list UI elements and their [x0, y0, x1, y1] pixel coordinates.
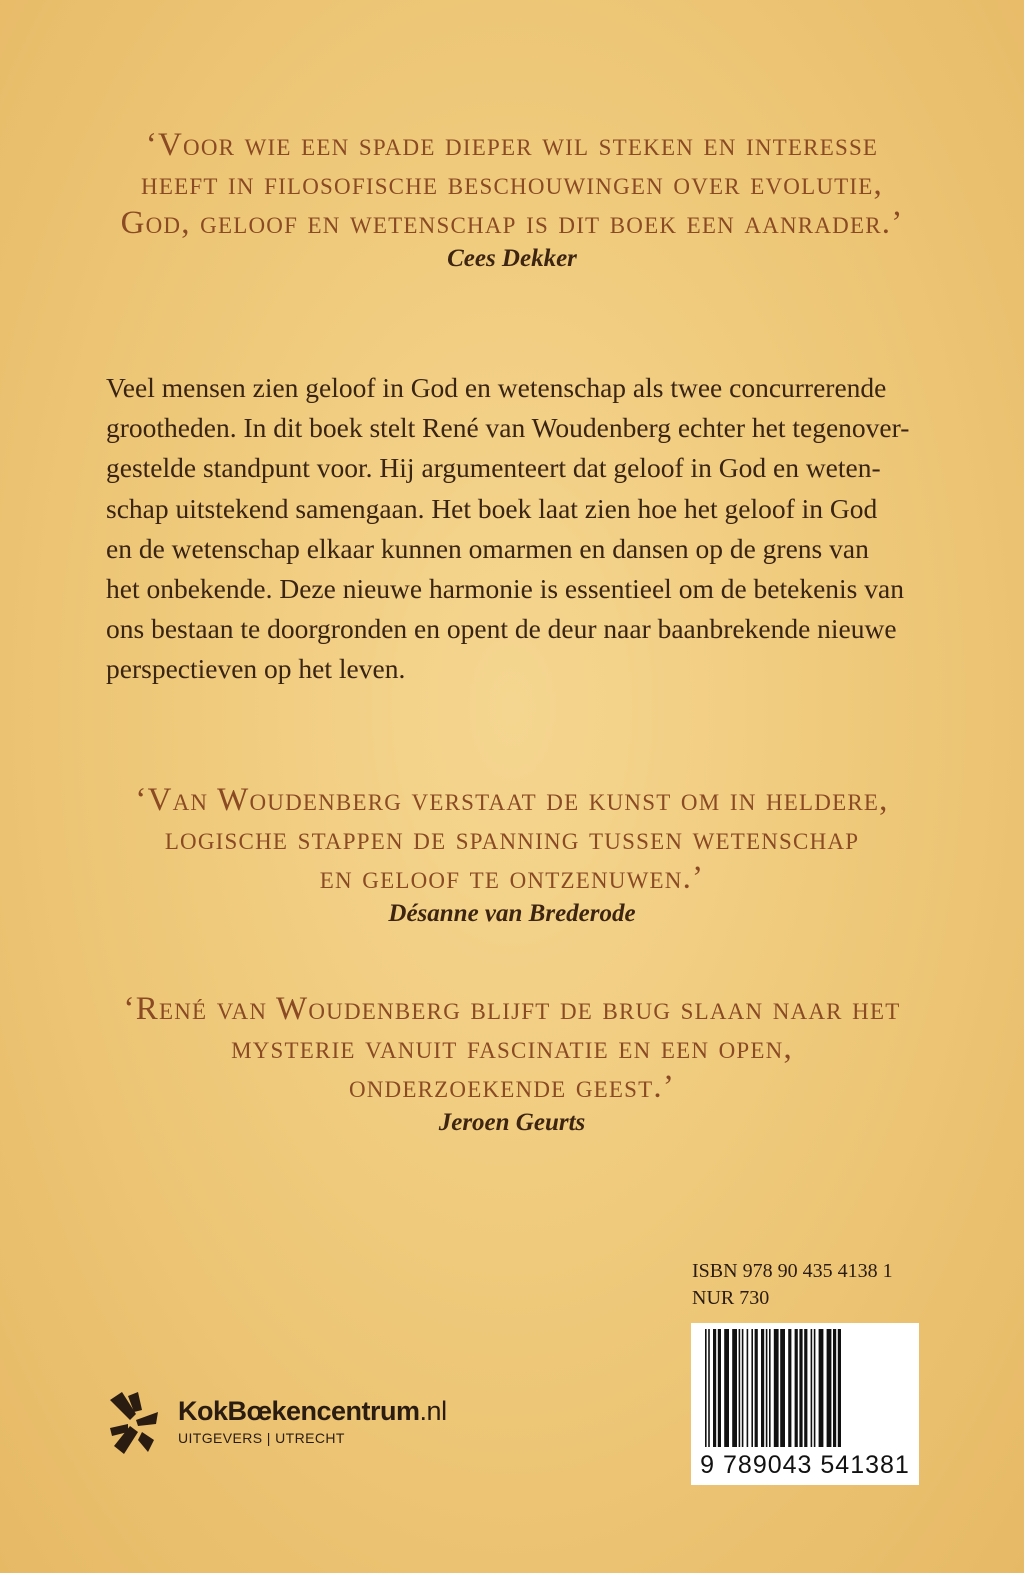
barcode-bar [718, 1329, 721, 1447]
barcode-bar [708, 1329, 710, 1447]
publisher-tagline: UITGEVERS | UTRECHT [178, 1430, 345, 1446]
barcode-bar [804, 1329, 807, 1447]
quote-cees-dekker [0, 126, 1024, 275]
nur-code: NUR 730 [692, 1287, 770, 1309]
quote-line: en geloof te ontzenuwen.’ [319, 860, 705, 896]
barcode-bar [747, 1329, 749, 1447]
barcode-digits: 9 789043 541381 [700, 1451, 910, 1479]
quote-author: Cees Dekker [447, 245, 577, 272]
quote-line: ‘Van Woudenberg verstaat de kunst om in heldere, [135, 782, 889, 818]
barcode-bar [766, 1329, 768, 1447]
barcode-bar [755, 1329, 758, 1447]
quote-line: ‘Voor wie een spade dieper wil steken en interesse [145, 127, 879, 163]
quote-author: Jeroen Geurts [438, 1109, 586, 1136]
barcode-bar [814, 1329, 816, 1447]
book-description: Veel mensen zien geloof in God en wetenschap als twee concurrerende grootheden. In dit boek stelt René van Woudenberg echter het tegenover- gestelde standpunt voor. Hij argumenteert dat geloof in God en weten- schap uitstekend samengaan. Het boek laat zien hoe het geloof in God en de wetenschap elkaar kunnen omarmen en dansen op de grens van het onbekende. Deze nieuwe harmonie is essentieel om de betekenis van ons bestaan te doorgronden en opent de deur naar baanbrekende nieuwe perspectieven op het leven. [106, 372, 910, 685]
quote-line: onderzoekende geest.’ [348, 1069, 676, 1105]
quote-line: logische stappen de spanning tussen wetenschap [164, 821, 860, 857]
barcode-bar [732, 1329, 737, 1447]
barcode-bar [705, 1329, 707, 1447]
barcode-bar [811, 1329, 813, 1447]
barcode-bar [788, 1329, 791, 1447]
barcode-bar [795, 1329, 798, 1447]
barcode-bars [691, 1323, 919, 1453]
quote-desanne-van-brederode [0, 781, 1024, 930]
barcode-bar [724, 1329, 729, 1447]
quote-jeroen-geurts [0, 990, 1024, 1139]
barcode-bar [780, 1329, 785, 1447]
barcode-bar [774, 1329, 779, 1447]
quote-line: God, geloof en wetenschap is dit boek een aanrader.’ [120, 205, 904, 241]
isbn-block [692, 1258, 893, 1312]
barcode-bar [761, 1329, 764, 1447]
quote-line: mysterie vanuit fascinatie en een open, [231, 1030, 793, 1066]
kok-boekencentrum-logo-icon [108, 1390, 160, 1462]
barcode-bar [739, 1329, 741, 1447]
barcode-bar [833, 1329, 836, 1447]
barcode-bar [838, 1329, 841, 1447]
barcode-bar [827, 1329, 832, 1447]
barcode-bar [769, 1329, 771, 1447]
barcode-bar [713, 1329, 716, 1447]
barcode [691, 1323, 919, 1485]
barcode-bar [819, 1329, 824, 1447]
barcode-bar [742, 1329, 744, 1447]
isbn-number: ISBN 978 90 435 4138 1 [692, 1260, 893, 1282]
publisher-logo [108, 1390, 468, 1468]
publisher-name [178, 1396, 447, 1427]
quote-author: Désanne van Brederode [388, 900, 636, 927]
barcode-bar [799, 1329, 802, 1447]
quote-line: heeft in filosofische beschouwingen over evolutie, [141, 166, 883, 202]
publisher-name-text: KokBœkencentrum [178, 1396, 420, 1426]
quote-line: ‘René van Woudenberg blijft de brug slaan naar het [123, 991, 901, 1027]
barcode-bar [751, 1329, 753, 1447]
publisher-domain: .nl [419, 1396, 447, 1426]
